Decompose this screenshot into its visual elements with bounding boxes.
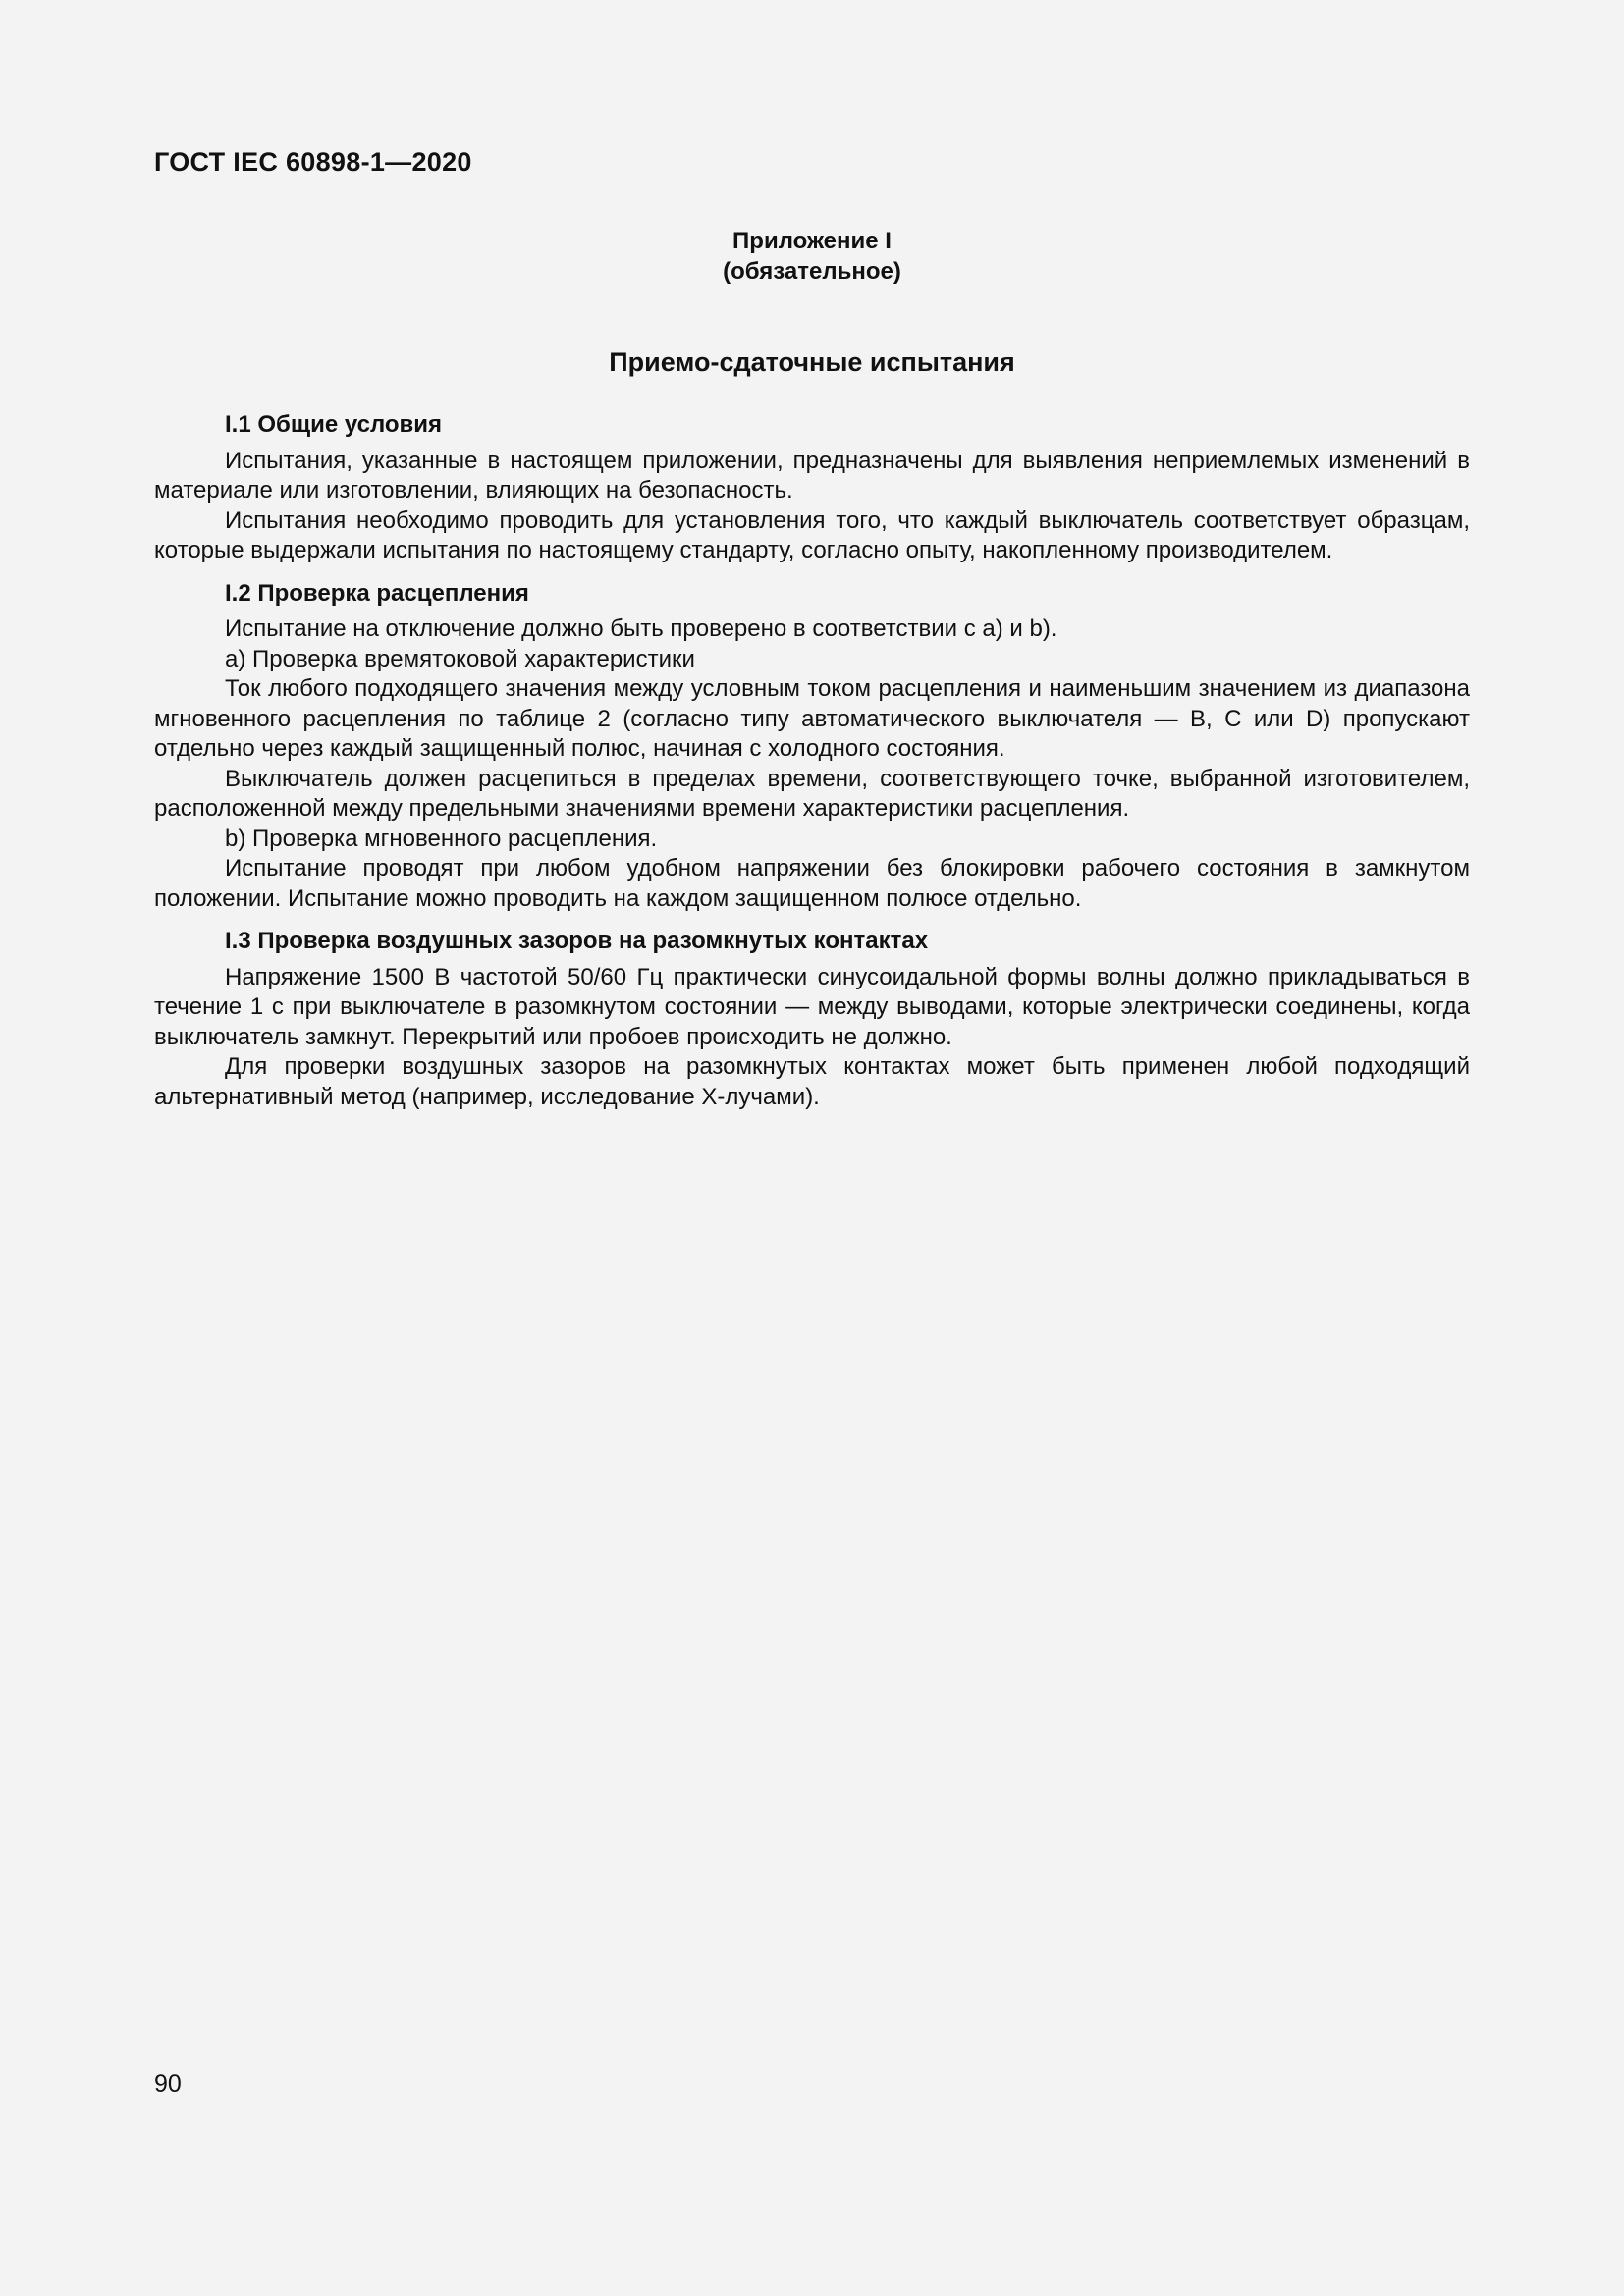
paragraph: Ток любого подходящего значения между условным током расцепления и наименьшим значением из диапазона мгновенного расцепления по таблице 2 (согласно типу автоматического выключателя — B, C или D) пропускают отдельно через каждый защищенный полюс, начиная с холодного состояния. [154, 675, 1470, 762]
section-air-gap-check [154, 927, 1470, 1112]
list-item-a: a) Проверка времятоковой характеристики [225, 645, 695, 672]
section-heading: I.1 Общие условия [225, 411, 443, 438]
appendix-status: (обязательное) [723, 258, 901, 285]
page-number: 90 [154, 2070, 182, 2098]
appendix-title: Приложение I [732, 228, 892, 254]
section-heading: I.2 Проверка расцепления [225, 579, 529, 607]
paragraph: Испытания необходимо проводить для установления того, что каждый выключатель соответствует образцам, которые выдержали испытания по настоящему стандарту, согласно опыту, накопленному производителем. [154, 507, 1470, 563]
paragraph: Напряжение 1500 В частотой 50/60 Гц практически синусоидальной формы волны должно прикладываться в течение 1 с при выключателе в разомкнутом состоянии — между выводами, которые электрически соединены, когда выключатель замкнут. Перекрытий или пробоев происходить не должно. [154, 963, 1470, 1050]
annex-heading: Приемо-сдаточные испытания [609, 347, 1015, 377]
standard-code-header: ГОСТ IEC 60898-1—2020 [154, 147, 472, 177]
section-trip-check [154, 579, 1470, 915]
paragraph: Испытания, указанные в настоящем приложении, предназначены для выявления неприемлемых изменений в материале или изготовлении, влияющих на безопасность. [154, 447, 1470, 504]
paragraph: Для проверки воздушных зазоров на разомкнутых контактах может быть применен любой подходящий альтернативный метод (например, исследование X-лучами). [154, 1053, 1470, 1110]
paragraph: Испытание проводят при любом удобном напряжении без блокировки рабочего состояния в замкнутом положении. Испытание можно проводить на каждом защищенном полюсе отдельно. [154, 855, 1470, 912]
paragraph: Выключатель должен расцепиться в пределах времени, соответствующего точке, выбранной изготовителем, расположенной между предельными значениями времени характеристики расцепления. [154, 765, 1470, 822]
section-heading: I.3 Проверка воздушных зазоров на разомкнутых контактах [225, 928, 929, 954]
document-body [154, 410, 1470, 1112]
section-general-conditions [154, 410, 1470, 566]
list-item-b: b) Проверка мгновенного расцепления. [225, 825, 658, 852]
paragraph: Испытание на отключение должно быть проверено в соответствии с a) и b). [225, 615, 1057, 642]
